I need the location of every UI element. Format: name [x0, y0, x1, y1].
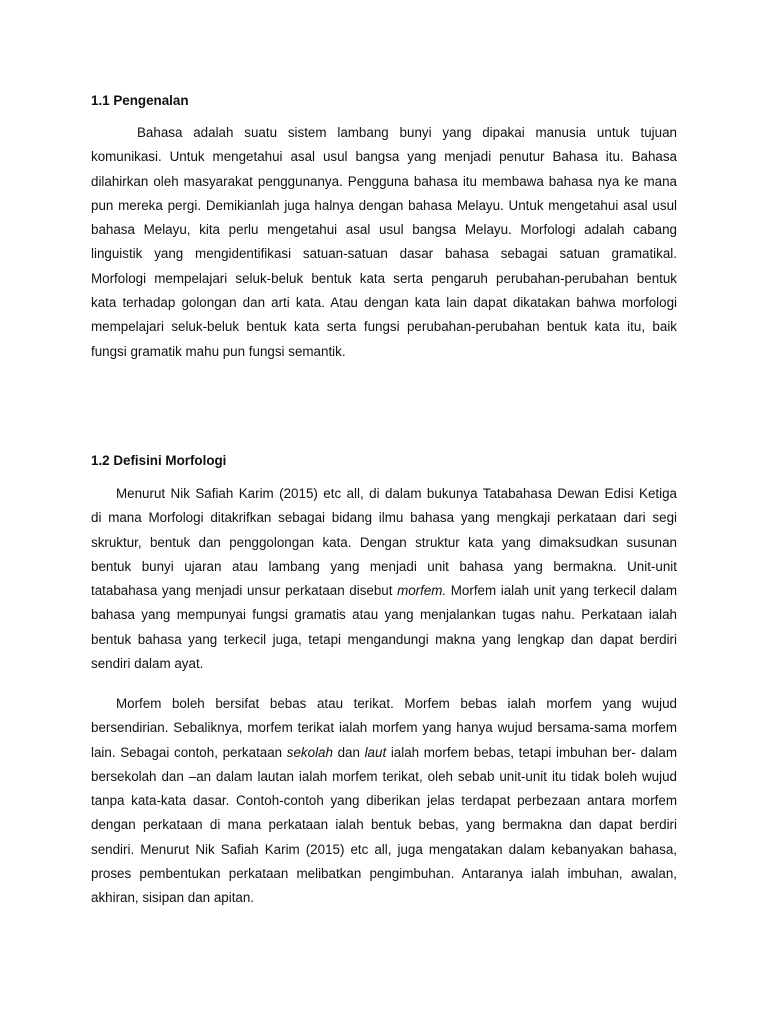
- section-heading-definisi-morfologi: 1.2 Defisini Morfologi: [91, 453, 227, 468]
- italic-term-morfem: morfem.: [397, 583, 447, 599]
- paragraph-line: dengan perkataan di mana perkataan ialah bentuk bebas, yang bermakna dan dapat berdiri: [91, 817, 677, 833]
- paragraph-line: bersendirian. Sebaliknya, morfem terikat ialah morfem yang hanya wujud bersama-sama morfem: [91, 720, 677, 736]
- italic-term-sekolah: sekolah: [286, 744, 333, 760]
- line-text: dan: [332, 744, 365, 760]
- italic-term-laut: laut: [364, 744, 387, 760]
- paragraph-line: bahasa Melayu, kita perlu mengetahui asal usul bangsa Melayu. Morfologi adalah cabang: [91, 222, 677, 238]
- paragraph-line: fungsi gramatik mahu pun fungsi semantik.: [91, 343, 346, 359]
- paragraph-line: bahasa yang mempunyai fungsi gramatis atau yang menjalankan tugas nahu. Perkataan ialah: [91, 607, 677, 623]
- paragraph-line: bersekolah dan –an dalam lautan ialah morfem terikat, oleh sebab unit-unit itu tidak boleh wujud: [91, 768, 677, 784]
- line-text: Morfem ialah unit yang terkecil dalam: [446, 583, 677, 599]
- paragraph-line: linguistik yang mengidentifikasi satuan-satuan dasar bahasa sebagai satuan gramatikal.: [91, 246, 677, 262]
- paragraph-line: di mana Morfologi ditakrifkan sebagai bidang ilmu bahasa yang mengkaji perkataan dari segi: [91, 510, 677, 526]
- line-text: ialah morfem bebas, tetapi imbuhan ber- dalam: [386, 744, 677, 760]
- paragraph-line: [91, 741, 677, 765]
- paragraph-line: [91, 579, 677, 603]
- paragraph-line: bentuk bunyi ujaran atau lambang yang menjadi unit bahasa yang bermakna. Unit-unit: [91, 558, 677, 574]
- paragraph-line: akhiran, sisipan dan apitan.: [91, 890, 255, 906]
- section-heading-pengenalan: 1.1 Pengenalan: [91, 93, 189, 108]
- paragraph-line: Menurut Nik Safiah Karim (2015) etc all, di dalam bukunya Tatabahasa Dewan Edisi Ketiga: [116, 486, 677, 501]
- paragraph-line: tanpa kata-kata dasar. Contoh-contoh yang diberikan jelas terdapat perbezaan antara morfem: [91, 793, 677, 809]
- paragraph-line: komunikasi. Untuk mengetahui asal usul bangsa yang menjadi penutur Bahasa itu. Bahasa: [91, 149, 677, 165]
- paragraph-line: kata terhadap golongan dan arti kata. Atau dengan kata lain dapat dikatakan bahwa morfologi: [91, 295, 677, 311]
- paragraph-pengenalan: [91, 121, 677, 364]
- paragraph-line: bentuk bahasa yang terkecil juga, tetapi mengandungi makna yang lengkap dan dapat berdiri: [91, 631, 677, 647]
- paragraph-line: Morfem boleh bersifat bebas atau terikat. Morfem bebas ialah morfem yang wujud: [116, 696, 677, 711]
- paragraph-line: sendiri dalam ayat.: [91, 656, 204, 672]
- line-text: lain. Sebagai contoh, perkataan: [91, 744, 287, 760]
- paragraph-line: pun mereka pergi. Demikianlah juga halnya dengan bahasa Melayu. Untuk mengetahui asal usul: [91, 197, 677, 213]
- paragraph-line: Bahasa adalah suatu sistem lambang bunyi yang dipakai manusia untuk tujuan: [137, 125, 677, 140]
- paragraph-definisi-2: [91, 692, 677, 911]
- line-text: tatabahasa yang menjadi unsur perkataan disebut: [91, 583, 398, 599]
- paragraph-line: Morfologi mempelajari seluk-beluk bentuk kata serta pengaruh perubahan-perubahan bentuk: [91, 270, 677, 286]
- paragraph-line: sendiri. Menurut Nik Safiah Karim (2015) etc all, juga mengatakan dalam kebanyakan bahasa,: [91, 841, 677, 857]
- paragraph-line: skruktur, bentuk dan penggolongan kata. Dengan struktur kata yang dimaksudkan susunan: [91, 534, 677, 550]
- paragraph-line: mempelajari seluk-beluk bentuk kata serta fungsi perubahan-perubahan bentuk kata itu, baik: [91, 319, 677, 335]
- paragraph-definisi-1: [91, 482, 677, 676]
- paragraph-line: dilahirkan oleh masyarakat penggunanya. Pengguna bahasa itu membawa bahasa nya ke mana: [91, 173, 677, 189]
- paragraph-line: proses pembentukan perkataan melibatkan pengimbuhan. Antaranya ialah imbuhan, awalan,: [91, 866, 677, 882]
